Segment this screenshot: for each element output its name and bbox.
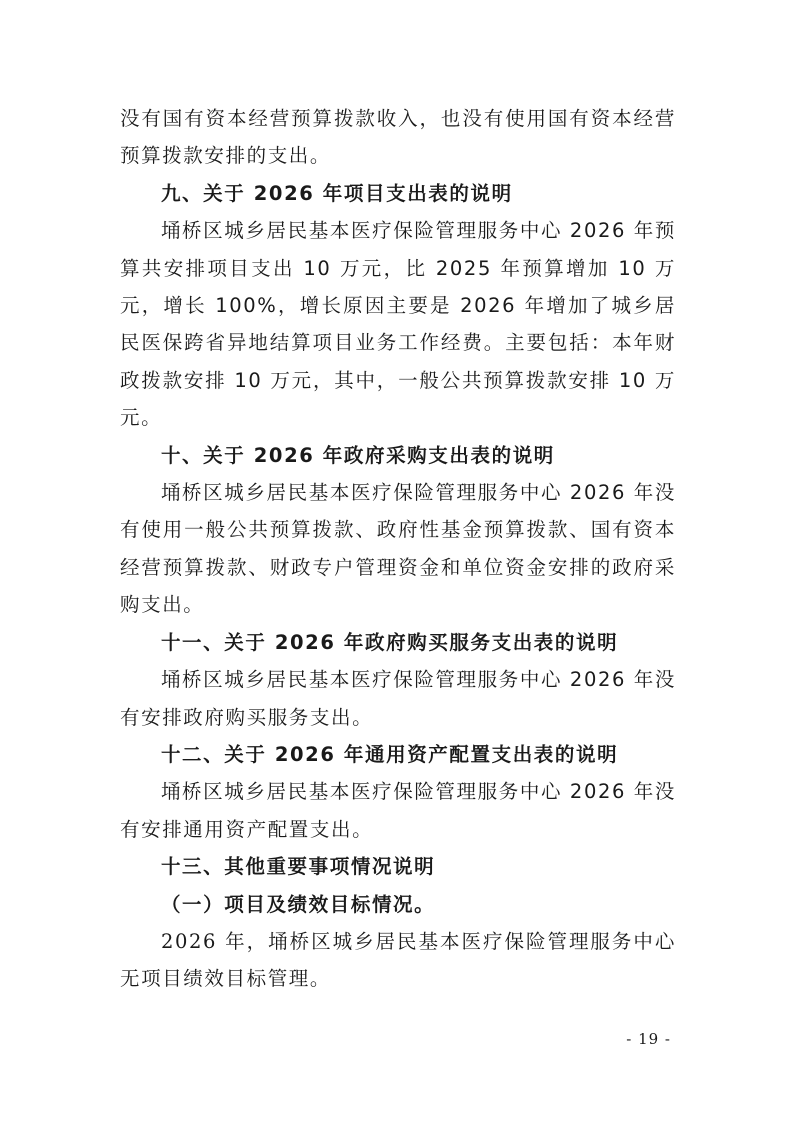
subsection-heading-1: （一）项目及绩效目标情况。 bbox=[160, 892, 436, 916]
paragraph-project-expenditure: 埇桥区城乡居民基本医疗保险管理服务中心 2026 年预算共安排项目支出 10 万元，比 2025 年预算增加 10 万元，增长 100%，增长原因主要是 2026 年增加了城乡居民医保跨省异地结算项目业务工作经费。主要包括：本年财政拨款安排 10 万元，其中，一般公共预算拨款安排 10 万元。 bbox=[120, 219, 676, 430]
section-heading-9: 九、关于 2026 年项目支出表的说明 bbox=[160, 181, 513, 205]
section-heading-12: 十二、关于 2026 年通用资产配置支出表的说明 bbox=[160, 742, 619, 766]
section-heading-13: 十三、其他重要事项情况说明 bbox=[160, 855, 436, 879]
page-number: - 19 - bbox=[626, 1030, 671, 1048]
section-heading-10: 十、关于 2026 年政府采购支出表的说明 bbox=[160, 443, 555, 467]
paragraph-general-asset-allocation: 埇桥区城乡居民基本医疗保险管理服务中心 2026 年没有安排通用资产配置支出。 bbox=[120, 780, 676, 841]
paragraph-continuation: 没有国有资本经营预算拨款收入，也没有使用国有资本经营预算拨款安排的支出。 bbox=[120, 107, 676, 168]
document-body bbox=[120, 100, 676, 998]
paragraph-government-purchase-services: 埇桥区城乡居民基本医疗保险管理服务中心 2026 年没有安排政府购买服务支出。 bbox=[120, 668, 676, 729]
section-heading-11: 十一、关于 2026 年政府购买服务支出表的说明 bbox=[160, 630, 619, 654]
paragraph-performance-goals: 2026 年，埇桥区城乡居民基本医疗保险管理服务中心无项目绩效目标管理。 bbox=[120, 929, 676, 991]
paragraph-government-procurement: 埇桥区城乡居民基本医疗保险管理服务中心 2026 年没有使用一般公共预算拨款、政府性基金预算拨款、国有资本经营预算拨款、财政专户管理资金和单位资金安排的政府采购支出。 bbox=[120, 481, 676, 617]
